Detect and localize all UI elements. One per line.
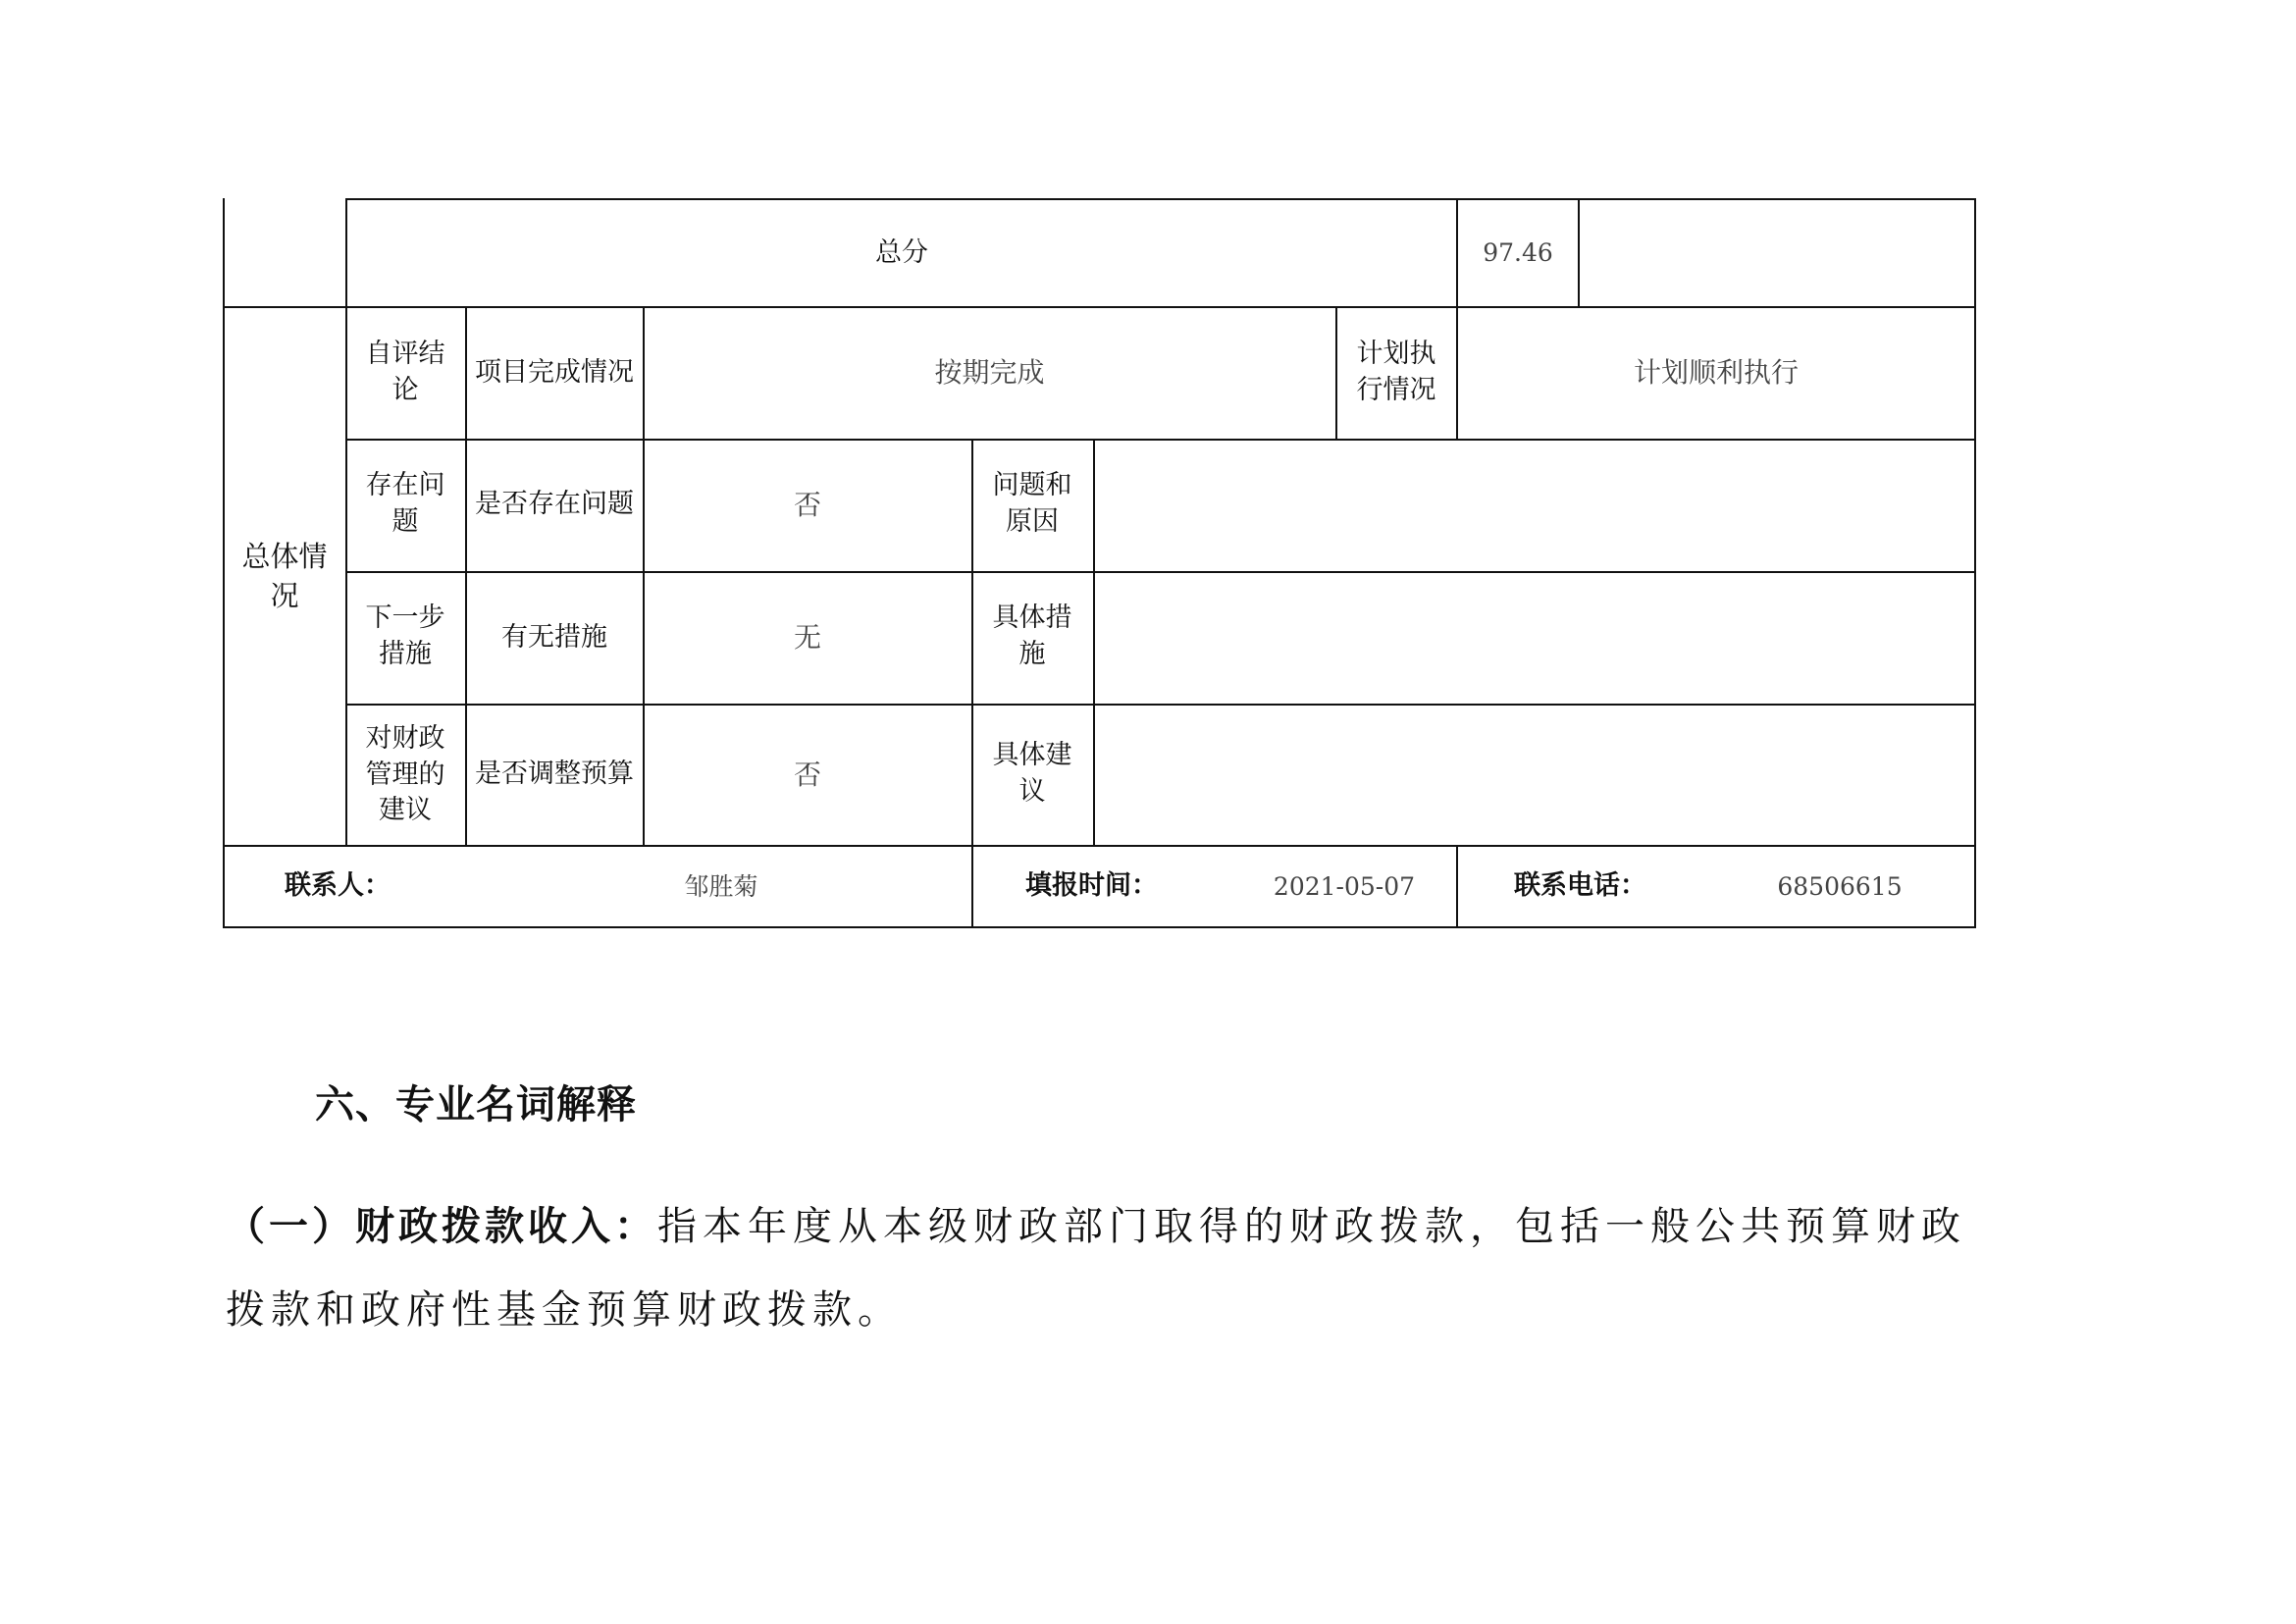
table-rule [223,926,1976,928]
definition-text-1: 指本年度从本级财政部门取得的财政拨款，包括一般公共预算财政 [657,1204,1966,1249]
section-label: 总体情况 [241,540,328,612]
term-label: （一）财政拨款收入： [226,1204,657,1249]
definition-text-2: 拨款和政府性基金预算财政拨款。 [226,1287,903,1333]
contact-value: 邹胜菊 [684,871,758,901]
next-step-label: 下一步措施 [365,602,445,669]
table-rule [1335,306,1337,439]
definition-paragraph-line1 [226,1195,2070,1251]
table-rule [223,198,225,928]
plan-label: 计划执行情况 [1356,339,1436,405]
contact-label: 联系人： [285,870,391,902]
advice-question: 是否调整预算 [475,758,634,789]
table-rule [1974,198,1976,928]
date-value: 2021-05-07 [1273,871,1416,901]
conclusion-label: 自评结论 [365,339,445,405]
table-rule [1456,845,1458,928]
total-score: 97.46 [1483,238,1553,267]
phone-value: 68506615 [1777,871,1903,901]
completion-value: 按期完成 [934,356,1045,390]
section-heading: 六、专业名词解释 [315,1082,637,1127]
advice-label: 对财政管理的建议 [365,722,445,826]
problem-detail-label: 问题和原因 [992,470,1072,537]
completion-label: 项目完成情况 [475,356,634,388]
problem-question: 是否存在问题 [475,488,634,519]
next-step-detail-value [1095,573,1974,704]
next-step-question: 有无措施 [501,622,607,654]
date-label: 填报时间： [1025,870,1158,902]
table-rule [465,306,467,847]
advice-detail-label: 具体建议 [992,740,1072,807]
problem-label: 存在问题 [365,470,445,537]
definition-paragraph-line2 [226,1279,2070,1335]
advice-detail-value [1095,706,1974,845]
advice-answer: 否 [793,758,821,791]
phone-label: 联系电话： [1514,870,1646,902]
table-rule [1578,198,1580,306]
plan-value: 计划顺利执行 [1633,356,1799,390]
total-label: 总分 [875,236,928,268]
next-step-detail-label: 具体措施 [992,602,1072,669]
next-step-answer: 无 [793,621,821,655]
table-rule [971,439,973,928]
problem-detail-value [1095,441,1974,571]
problem-answer: 否 [793,489,821,522]
